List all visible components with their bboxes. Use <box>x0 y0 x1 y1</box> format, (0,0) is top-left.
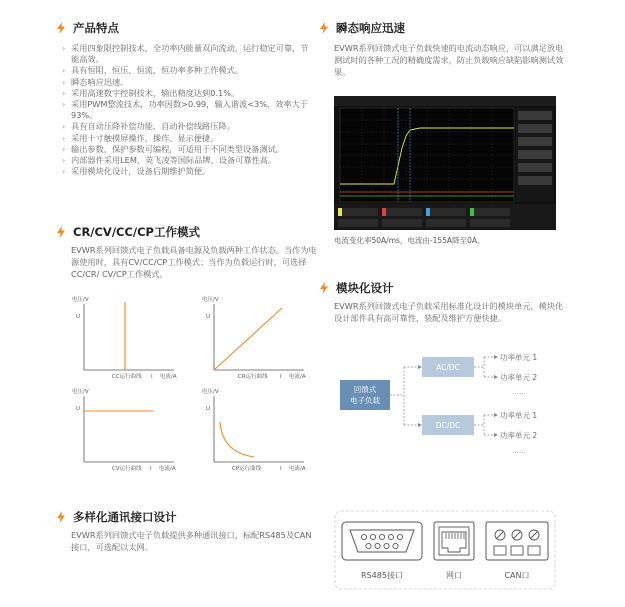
cr-chart <box>202 295 306 380</box>
cp-xtick: I <box>280 466 282 472</box>
source-line2: 电子负载 <box>350 396 380 405</box>
cv-xtick: I <box>150 466 152 472</box>
transient-title: 瞬态响应迅速 <box>336 21 405 35</box>
cc-ytick: U <box>76 314 81 320</box>
cp-ytick: U <box>206 406 211 412</box>
can-label: CAN口 <box>504 571 530 580</box>
dcdc-label: DC/DC <box>435 421 461 430</box>
source-line1: 回馈式 <box>353 385 377 394</box>
cp-ylabel: 电压/V <box>202 389 219 395</box>
cc-xtick: I <box>151 374 153 380</box>
mode-charts <box>62 292 320 472</box>
net-label: 网口 <box>446 571 462 580</box>
acdc-label: AC/DC <box>436 363 460 372</box>
features-heading <box>57 20 119 36</box>
cv-xlabel: 电流/A <box>159 466 176 472</box>
bolt-icon <box>57 22 65 34</box>
cp-chart <box>202 387 306 472</box>
bolt-icon <box>57 226 65 238</box>
feature-item: › 采用十寸触摸屏操作，操作、显示便捷。 <box>62 133 314 144</box>
bolt-icon <box>57 511 65 523</box>
dc-unit-2: 功率单元 2 <box>500 431 538 440</box>
feature-item: › 输出参数、保护参数可编程，可适用于不同类型设备测试。 <box>62 144 314 155</box>
cr-xlabel: 电流/A <box>289 374 306 380</box>
cr-ytick: U <box>206 314 211 320</box>
transient-desc: EVWR系列回馈式电子负载快速的电流动态响应，可以满足放电测试时的各种工况的精确度需求，防止负载响应缺陷影响测试效果。 <box>334 43 564 77</box>
cr-curve-label: CR运行曲线 <box>238 374 268 380</box>
feature-item: › 内部器件采用LEM、英飞凌等国际品牌，设备可靠性高。 <box>62 155 314 166</box>
cc-chart <box>72 295 177 380</box>
modes-heading <box>57 224 200 240</box>
comm-title: 多样化通讯接口设计 <box>73 510 177 524</box>
cr-ylabel: 电压/V <box>202 297 219 303</box>
cc-xlabel: 电流/A <box>160 374 177 380</box>
cp-curve-label: CP运行曲线 <box>232 466 262 472</box>
cv-ytick: U <box>76 406 81 412</box>
ac-ellipsis: …… <box>512 388 526 396</box>
feature-item: › 采用模块化设计，设备后期维护简便。 <box>62 166 314 177</box>
modes-title: CR/CV/CC/CP工作模式 <box>73 225 200 239</box>
feature-item: › 采用PWM整流技术，功率因数>0.99，输入谐波<3%，效率大于93%。 <box>62 99 314 121</box>
cv-ylabel: 电压/V <box>72 389 89 395</box>
module-diagram <box>334 340 566 462</box>
modular-desc: EVWR系列回馈式电子负载采用标准化设计的模块单元，模块化设计部件具有高可靠性，装配及维护方便快捷。 <box>334 301 564 323</box>
rs485-label: RS485接口 <box>361 571 403 580</box>
ac-unit-1: 功率单元 1 <box>500 353 538 362</box>
feature-list <box>62 43 314 177</box>
features-title: 产品特点 <box>73 21 119 35</box>
comm-desc: EVWR系列回馈式电子负载提供多种通讯接口，标配RS485及CAN接口，可选配以太网。 <box>71 530 312 552</box>
feature-item: › 采用高速数字控制技术，输出精度达到0.1%。 <box>62 88 314 99</box>
cv-chart <box>72 387 176 472</box>
feature-item: › 瞬态响应迅速。 <box>62 77 314 88</box>
bolt-icon <box>320 22 328 34</box>
comm-ports <box>334 510 556 590</box>
comm-heading <box>57 509 177 525</box>
feature-item: › 具有自动压降补偿功能，自动补偿线路压降。 <box>62 121 314 132</box>
cv-curve-label: CV运行曲线 <box>112 466 142 472</box>
cp-xlabel: 电流/A <box>289 466 306 472</box>
ac-unit-2: 功率单元 2 <box>500 373 538 382</box>
modular-title: 模块化设计 <box>336 281 394 295</box>
cr-curve <box>214 308 282 370</box>
bolt-icon <box>320 282 328 294</box>
modular-heading <box>320 280 394 296</box>
cc-curve-label: CC运行曲线 <box>112 374 142 380</box>
cp-curve <box>220 422 254 457</box>
feature-item: › 采用四象限控制技术，全功率内能量双向流动，运行稳定可靠，节能高效。 <box>62 43 314 65</box>
cc-ylabel: 电压/V <box>72 297 89 303</box>
feature-item: › 具有恒阻、恒压、恒流、恒功率多种工作模式。 <box>62 65 314 76</box>
dc-unit-1: 功率单元 1 <box>500 411 538 420</box>
cr-xtick: I <box>280 374 282 380</box>
dc-ellipsis: …… <box>512 447 526 455</box>
modes-desc: EVWR系列回馈式电子负载具备电源及负载两种工作状态。当作为电源使用时，具有CV/CC/CP工作模式；当作为负载运行时，可选择CC/CR/ CV/CP工作模式。 <box>71 245 317 279</box>
transient-heading <box>320 20 405 36</box>
transient-caption: 电流变化率50A/ms，电流由-155A降至0A。 <box>334 236 485 245</box>
oscilloscope-screenshot <box>334 96 556 230</box>
